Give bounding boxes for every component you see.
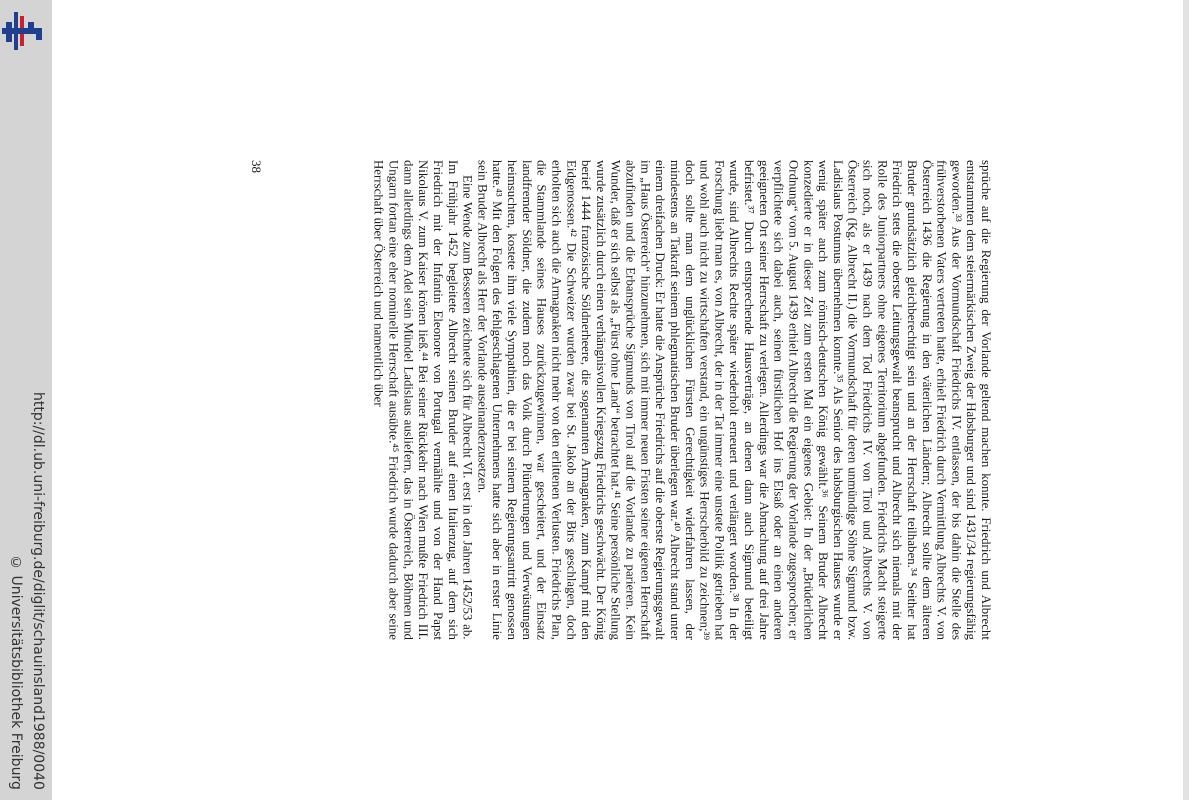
- paragraph: sprüche auf die Regierung der Vorlande geltend machen konnte. Friedrich und Albrecht entstammten dem steiermärkischen Zweig der Habsburger und sind 1431/34 regierungsfähig geworden.³³ Aus der Vormundschaft Friedrichs IV. entlassen, der bis dahin die Stelle des frühverstorbenen Vaters vertreten hatte, erhielt Friedrich durch Vermittlung Albrechts V. von Österreich 1436 die Regierung in den väterlichen Ländern; Albrecht sollte dem älteren Bruder grundsätzlich gleichberechtigt sein und an der Herrschaft teilhaben.³⁴ Seither hat Friedrich stets die oberste Leitungsgewalt beansprucht und Albrecht sich niemals mit der Rolle des Juniorpartners ohne eigenes Territorium abgefunden. Friedrichs Macht steigerte sich noch, als er 1439 nach dem Tod Friedrichs IV. von Tirol und Albrechts V. von Österreich (Kg. Albrecht II.) die Vormundschaft für deren unmündige Söhne Sigmund bzw. Ladislaus Postumus übernehmen konnte.³⁵ Als Senior des habsburgischen Hauses wurde er wenig später auch zum römisch-deutschen König gewählt.³⁶ Seinem Bruder Albrecht konzedierte er in dieser Zeit zum ersten Mal ein eigenes Gebiet: In der „Brüderlichen Ordnung“ vom 5. August 1439 erhielt Albrecht die Regierung der Vorlande zugesprochen; er verpflichtete sich dabei auch, seinen fürstlichen Hof ins Elsaß oder an einen anderen geeigneten Ort seiner Herrschaft zu verlegen. Allerdings war die Abmachung auf drei Jahre befristet.³⁷ Durch entsprechende Hausverträge, an denen dann auch Sigmund beteiligt wurde, sind Albrechts Rechte später wiederholt erneuert und verlängert worden.³⁸ In der Forschung liebt man es, von Albrecht, der in der Tat immer eine unstete Politik getrieben hat und wohl auch nicht zu wirtschaften verstand, ein ungünstiges Herrscherbild zu zeichnen;³⁹ doch sollte man dem unglücklichen Fürsten Gerechtigkeit widerfahren lassen, der mindestens an Tatkraft seinem phlegmatischen Bruder überlegen war.⁴⁰ Albrecht stand unter einem dreifachen Druck: Er hatte die Ansprüche Friedrichs auf die oberste Regierungsgewalt im „Haus Österreich“ hinzunehmen, sich mit immer neuen Fristen seiner eigenen Herrschaft abzufinden und die Erbansprüche Sigmunds von Tirol auf die Vorlande zu parieren. Kein Wunder, daß er sich selbst als „Fürst ohne Land“ betrachtet hat.⁴¹ Seine persönliche Stellung wurde zusätzlich durch einen verhängnisvollen Kriegszug Friedrichs geschwächt. Der König berief 1444 französische Söldnerheere, die sogenannten Armagnaken, zum Kampf mit den Eidgenossen.⁴² Die Schweizer wurden zwar bei St. Jakob an der Birs geschlagen, doch erholten sich auch die Armagnaken nicht mehr von den erlittenen Verlusten. Friedrichs Plan, die Stammlande seines Hauses zurückzugewinnen, war gescheitert, und der Einsatz landfremder Söldner, die zudem noch das Volk durch Plünderungen und Verwüstungen heimsuchten, kostete ihm viele Sympathien, die er bei seinem Regierungsantritt genossen hatte.⁴³ Mit den Folgen des fehlgeschlagenen Unternehmens hatte sich aber in erster Linie sein Bruder Albrecht als Herr der Vorlande auseinanderzusetzen.: [475, 160, 993, 640]
- page-body-text: [282, 160, 993, 640]
- document-url[interactable]: http://dl.ub.uni-freiburg.de/diglit/schauinsland1988/0040: [30, 392, 46, 790]
- page-edge: [1183, 0, 1189, 800]
- paragraph: Eine Wende zum Besseren zeichnete sich für Albrecht VI. erst in den Jahren 1452/53 ab. Im Frühjahr 1452 begleitete Albrecht seinen Bruder auf einen Italienzug, auf dem sich Friedrich mit der Infantin Eleonore von Portugal vermählte und von der Hand Papst Nikolaus V. zum Kaiser krönen ließ.⁴⁴ Bei seiner Rückkehr nach Wien mußte Friedrich III. dann allerdings dem Adel sein Mündel Ladislaus ausliefern, das in Österreich, Böhmen und Ungarn fortan eine eher nominelle Herrschaft ausübte.⁴⁵ Friedrich wurde dadurch aber seine Herrschaft über Österreich und namentlich über: [371, 160, 475, 640]
- sidebar: [0, 0, 52, 800]
- page-number: 38: [249, 160, 264, 173]
- copyright-notice: © Universitätsbibliothek Freiburg: [8, 555, 24, 790]
